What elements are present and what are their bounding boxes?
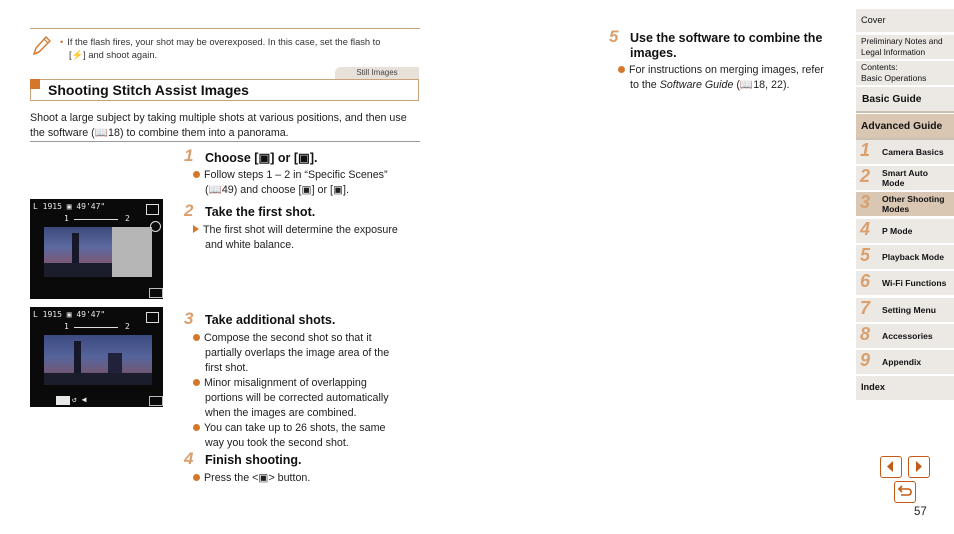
chapter-4-number: 4	[860, 219, 871, 239]
camera-status-text-2: L 1915 ▣ 49'47"	[33, 310, 106, 319]
step-5-line-2	[618, 78, 848, 93]
night-city-preview	[44, 227, 112, 277]
note-line-2: [⚡] and shoot again.	[69, 50, 158, 60]
auto-icon-2	[149, 396, 163, 406]
chapter-2-label-a: Smart Auto	[882, 168, 928, 178]
camera-screen-first-shot	[30, 199, 163, 299]
still-images-tag: Still Images	[335, 67, 419, 79]
step-2-title: Take the first shot.	[205, 205, 316, 219]
sidebar-chapter-3[interactable]	[856, 192, 954, 216]
seq-to: 2	[125, 214, 130, 223]
prev-page-button[interactable]	[880, 456, 902, 478]
sidebar-chapter-6[interactable]	[856, 271, 954, 295]
sidebar-prelim-b: Legal Information	[861, 46, 926, 57]
left-arrow-icon	[881, 457, 900, 476]
sidebar-contents-a: Contents:	[861, 62, 898, 72]
chapter-7-number: 7	[860, 298, 871, 318]
chapter-7-label: Setting Menu	[882, 305, 936, 315]
bullet-icon	[193, 334, 200, 341]
bullet-icon	[193, 424, 200, 431]
return-button[interactable]	[894, 481, 916, 503]
note-line-1: If the flash fires, your shot may be overexposed. In this case, set the flash to	[67, 37, 381, 47]
chapter-3-label	[882, 194, 945, 214]
step-3-b3-l1: You can take up to 26 shots, the same	[204, 422, 386, 434]
sidebar-index[interactable]: Index	[856, 376, 954, 400]
step-2-line-1: The first shot will determine the exposure	[203, 224, 398, 236]
sidebar-chapter-1[interactable]	[856, 140, 954, 164]
step-5-line-1: For instructions on merging images, refer	[629, 64, 824, 76]
step-1-body	[193, 168, 421, 198]
right-arrow-icon	[909, 457, 928, 476]
camera-status-text: L 1915 ▣ 49'47"	[33, 202, 106, 211]
chapter-2-number: 2	[860, 166, 871, 186]
chapter-9-number: 9	[860, 350, 871, 370]
night-city-preview-2	[44, 335, 152, 385]
intro-divider	[30, 141, 420, 142]
bullet-icon	[193, 474, 200, 481]
step-2-body	[193, 223, 421, 253]
chapter-8-number: 8	[860, 324, 871, 344]
seq-arrow	[74, 219, 118, 220]
chapter-1-number: 1	[860, 140, 871, 160]
step-1-title: Choose [▣] or [▣].	[205, 151, 318, 165]
step-3-b3-l2: way you took the second shot.	[205, 437, 349, 449]
step-2-number: 2	[184, 201, 194, 220]
step-5-title-a: Use the software to combine the	[630, 31, 823, 45]
chapter-6-number: 6	[860, 271, 871, 291]
overlap-guide-area	[112, 227, 152, 277]
set-button-icon	[56, 396, 70, 405]
note-top-rule	[30, 28, 420, 29]
pencil-note-icon	[30, 34, 52, 58]
sidebar-prelim-a: Preliminary Notes and	[861, 36, 943, 46]
step-1-number: 1	[184, 146, 194, 165]
sidebar-chapter-8[interactable]	[856, 324, 954, 348]
software-guide-ref[interactable]: Software Guide	[659, 79, 734, 91]
chapter-5-number: 5	[860, 245, 871, 265]
step-3-b2-l1: Minor misalignment of overlapping	[204, 377, 367, 389]
step-4-title: Finish shooting.	[205, 453, 302, 467]
step-4-line-1: Press the <▣> button.	[204, 472, 311, 484]
sidebar-contents[interactable]	[856, 61, 954, 85]
chapter-6-label: Wi-Fi Functions	[882, 278, 947, 288]
step-3-title: Take additional shots.	[205, 313, 336, 327]
sidebar-advanced-guide[interactable]: Advanced Guide	[856, 114, 954, 140]
step-3-body	[193, 331, 421, 451]
sidebar-chapter-7[interactable]	[856, 298, 954, 322]
step-1-line-1: Follow steps 1 – 2 in “Specific Scenes”	[204, 169, 388, 181]
step-5-body	[618, 63, 848, 93]
seq-from: 1	[64, 214, 69, 223]
next-page-button[interactable]	[908, 456, 930, 478]
step-5-pre: to the	[630, 79, 660, 91]
arrow-bullet-icon	[193, 225, 199, 233]
camera-screen-additional-shots	[30, 307, 163, 407]
step-3-b2-l3: when the images are combined.	[205, 407, 357, 419]
chapter-1-label: Camera Basics	[882, 147, 944, 157]
step-5-number: 5	[609, 27, 619, 46]
sidebar-cover[interactable]: Cover	[856, 9, 954, 32]
return-icon	[895, 482, 914, 501]
sidebar-preliminary-notes[interactable]	[856, 35, 954, 59]
step-3-b1-l3: first shot.	[205, 362, 249, 374]
sidebar-chapter-5[interactable]	[856, 245, 954, 269]
step-5-title	[630, 31, 852, 61]
page-number: 57	[914, 506, 927, 518]
step-4-number: 4	[184, 449, 194, 468]
sidebar-contents-b: Basic Operations	[861, 73, 927, 83]
chapter-8-label: Accessories	[882, 331, 933, 341]
seq-from-2: 1	[64, 322, 69, 331]
bullet-icon	[193, 171, 200, 178]
bullet-icon	[618, 66, 625, 73]
step-5-post: (📖18, 22).	[733, 79, 790, 91]
section-title: Shooting Stitch Assist Images	[48, 82, 249, 98]
step-3-b1-l2: partially overlaps the image area of the	[205, 347, 390, 359]
chapter-2-label-b: Mode	[882, 178, 905, 188]
seq-arrow-2	[74, 327, 118, 328]
chapter-3-number: 3	[860, 192, 871, 212]
skyline-base-2	[44, 373, 152, 385]
chapter-9-label: Appendix	[882, 357, 922, 367]
stitch-mode-icon	[146, 204, 159, 215]
step-5-title-b: images.	[630, 46, 677, 60]
section-marker	[30, 79, 40, 89]
intro-paragraph: Shoot a large subject by taking multiple shots at various positions, and then use the software (📖18) to combine them into a panorama.	[30, 112, 407, 139]
undo-icon: ↺ ◀	[72, 395, 87, 404]
chapter-2-label	[882, 168, 928, 188]
sidebar-basic-guide[interactable]: Basic Guide	[856, 87, 954, 113]
skyline-base	[44, 263, 112, 277]
step-3-b1-l1: Compose the second shot so that it	[204, 332, 372, 344]
chapter-3-label-a: Other Shooting	[882, 194, 945, 204]
step-1-line-2: (📖49) and choose [▣] or [▣].	[205, 184, 349, 196]
chapter-5-label: Playback Mode	[882, 252, 945, 262]
flash-note: • If the flash fires, your shot may be overexposed. In this case, set the flash to [⚡] and shoot again.	[60, 36, 416, 62]
step-4-body	[193, 471, 421, 486]
seq-to-2: 2	[125, 322, 130, 331]
sidebar-chapter-2[interactable]	[856, 166, 954, 190]
step-2-line-2: and white balance.	[205, 239, 295, 251]
chapter-4-label: P Mode	[882, 226, 913, 236]
stitch-mode-icon-2	[146, 312, 159, 323]
step-3-b2-l2: portions will be corrected automatically	[205, 392, 389, 404]
chapter-3-label-b: Modes	[882, 204, 910, 214]
bullet-icon	[193, 379, 200, 386]
auto-icon	[149, 288, 163, 298]
sidebar-chapter-4[interactable]	[856, 219, 954, 243]
step-3-number: 3	[184, 309, 194, 328]
sidebar-chapter-9[interactable]	[856, 350, 954, 374]
